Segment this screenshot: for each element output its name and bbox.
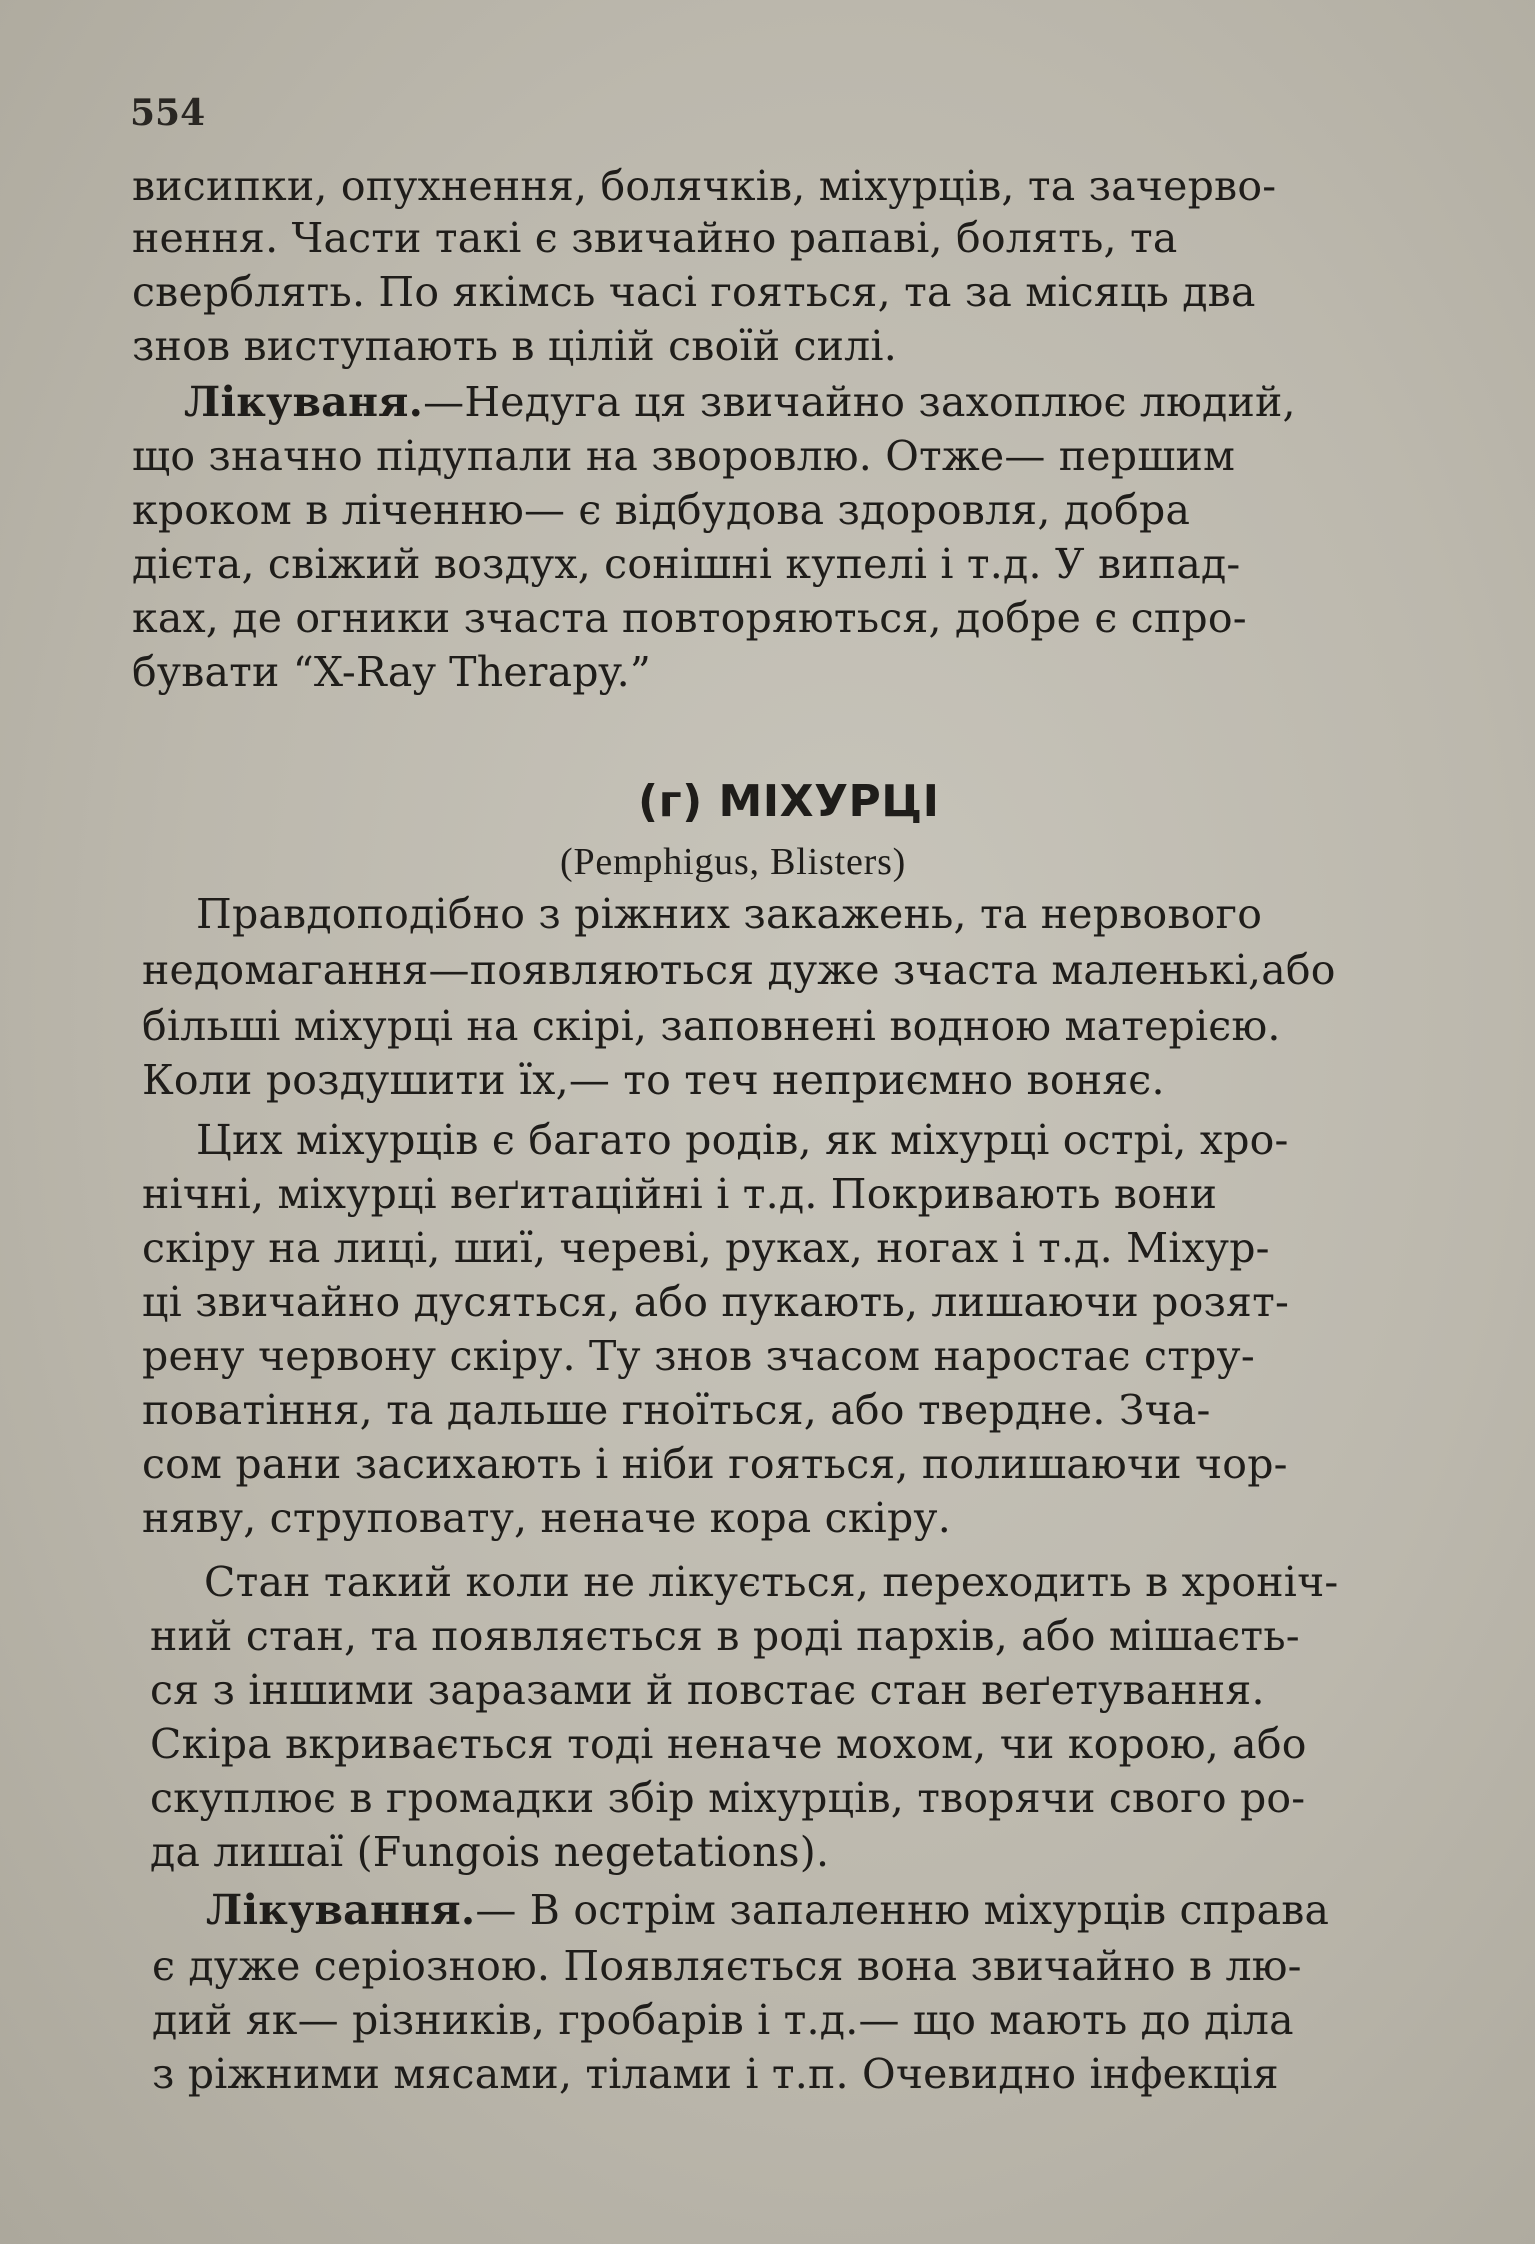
text-line: скуплює в громадки збір міхурців, творячи свого ро- xyxy=(150,1774,1306,1822)
text-line: ся з іншими заразами й повстає стан веґетування. xyxy=(150,1666,1265,1714)
text-line: рену червону скіру. Ту знов зчасом наростає стру- xyxy=(142,1332,1255,1380)
text-line: скіру на лиці, шиї, череві, руках, ногах і т.д. Міхур- xyxy=(142,1224,1270,1272)
text-line: Цих міхурців є багато родів, як міхурці острі, хро- xyxy=(196,1116,1289,1164)
text-line: що значно підупали на зворовлю. Отже— першим xyxy=(132,432,1236,480)
treatment-text: — В острім запаленню міхурців справа xyxy=(475,1886,1330,1934)
text-line: ний стан, та появляється в роді пархів, або мішаєть- xyxy=(150,1612,1300,1660)
text-line: бувати “X-Ray Therapy.” xyxy=(132,648,651,696)
text-line: знов виступають в цілій своїй силі. xyxy=(132,322,897,370)
treatment-paragraph-first-line xyxy=(206,1886,1330,1934)
text-line: Скіра вкривається тоді неначе мохом, чи корою, або xyxy=(150,1720,1307,1768)
treatment-label: Лікування. xyxy=(206,1886,476,1934)
text-line: сом рани засихають і ніби гояться, полишаючи чор- xyxy=(142,1440,1288,1488)
page-number: 554 xyxy=(130,92,206,134)
section-title: (г) МІХУРЦІ xyxy=(638,776,940,827)
text-line: ках, де огники зчаста повторяються, добре є спро- xyxy=(132,594,1247,642)
text-line: Правдоподібно з ріжних закажень, та нервового xyxy=(196,890,1263,938)
text-line: з ріжними мясами, тілами і т.п. Очевидно інфекція xyxy=(152,2050,1279,2098)
text-line: Стан такий коли не лікується, переходить в хроніч- xyxy=(204,1558,1339,1606)
text-line: Коли роздушити їх,— то теч неприємно воняє. xyxy=(142,1056,1165,1104)
text-line: няву, струповату, неначе кора скіру. xyxy=(142,1494,951,1542)
text-line: висипки, опухнення, болячків, міхурців, та зачерво- xyxy=(132,162,1277,210)
text-line: є дуже серіозною. Появляється вона звичайно в лю- xyxy=(152,1942,1302,1990)
text-line: поватіння, та дальше гноїться, або твердне. Зча- xyxy=(142,1386,1211,1434)
treatment-text: —Недуга ця звичайно захоплює людий, xyxy=(423,378,1296,426)
treatment-label: Лікуваня. xyxy=(184,378,424,426)
text-line: кроком в ліченню— є відбудова здоровля, добра xyxy=(132,486,1191,534)
text-line: нічні, міхурці веґитаційні і т.д. Покривають вони xyxy=(142,1170,1218,1218)
text-line: більші міхурці на скірі, заповнені водною матерією. xyxy=(142,1002,1281,1050)
text-line: дієта, свіжий воздух, сонішні купелі і т.д. У випад- xyxy=(132,540,1241,588)
section-subtitle: (Pemphigus, Blisters) xyxy=(560,841,907,883)
text-line: ці звичайно дусяться, або пукають, лишаючи розят- xyxy=(142,1278,1290,1326)
text-line: да лишаї (Fungois negetations). xyxy=(150,1828,830,1876)
text-line: нення. Части такі є звичайно рапаві, болять, та xyxy=(132,214,1178,262)
text-line: дий як— різників, гробарів і т.д.— що мають до діла xyxy=(152,1996,1294,2044)
text-line: недомагання—появляються дуже зчаста маленькі,або xyxy=(142,946,1336,994)
treatment-paragraph-first-line xyxy=(184,378,1296,426)
text-line: сверблять. По якімсь часі гояться, та за місяць два xyxy=(132,268,1256,316)
